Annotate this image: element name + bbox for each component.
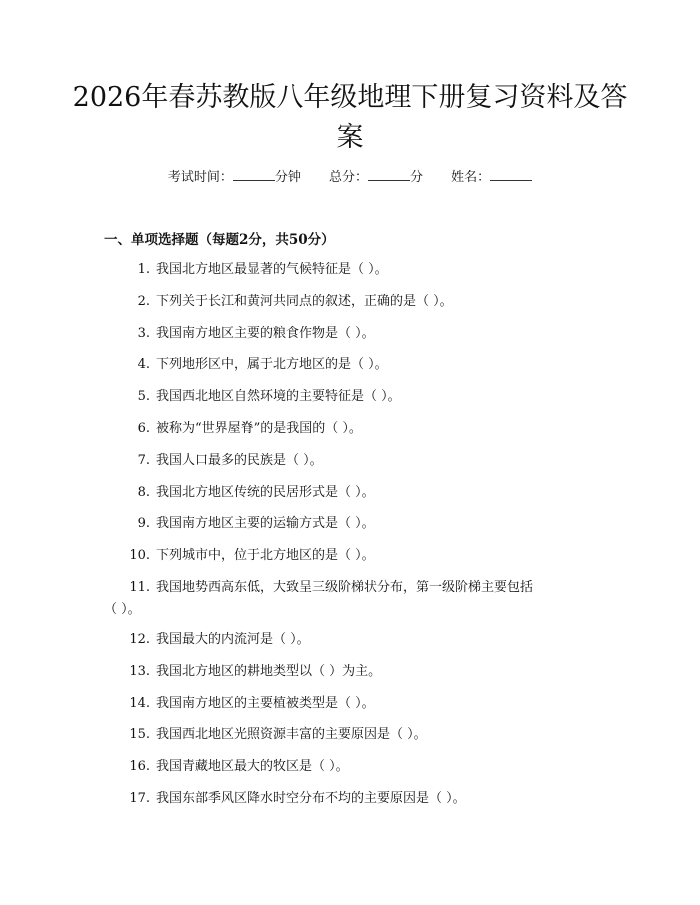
question-item — [104, 292, 564, 324]
question-number: 7. — [137, 452, 150, 468]
question-text: 我国北方地区最显著的气候特征是（ ）。 — [156, 262, 388, 277]
question-text: 我国北方地区传统的民居形式是（ ）。 — [156, 484, 375, 500]
question-item — [104, 483, 564, 515]
total-score-blank[interactable] — [368, 168, 410, 181]
question-number: 17. — [129, 790, 150, 806]
question-text: 我国东部季风区降水时空分布不均的主要原因是（ ）。 — [156, 790, 466, 806]
question-number: 8. — [137, 484, 150, 500]
total-score-label: 总分： — [328, 170, 368, 185]
question-item — [104, 419, 564, 451]
question-number: 15. — [129, 727, 150, 743]
exam-time-label: 考试时间： — [167, 170, 233, 185]
question-item — [104, 789, 564, 821]
student-name-field — [451, 170, 532, 185]
question-item — [104, 757, 564, 789]
question-number: 11. — [129, 579, 150, 595]
question-item — [104, 630, 564, 662]
question-number: 5. — [137, 389, 150, 405]
exam-meta-line — [0, 168, 700, 188]
question-item — [104, 662, 564, 694]
question-text: 下列关于长江和黄河共同点的叙述，正确的是（ ）。 — [156, 293, 453, 309]
question-text: 我国人口最多的民族是（ ）。 — [156, 452, 323, 468]
student-name-blank[interactable] — [490, 168, 532, 181]
total-score-field — [329, 170, 427, 185]
exam-time-unit: 分钟 — [274, 170, 301, 185]
question-text: 我国西北地区自然环境的主要特征是（ ）。 — [156, 389, 401, 405]
question-text: 我国地势西高东低，大致呈三级阶梯状分布，第一级阶梯主要包括 — [156, 579, 534, 595]
question-text: 被称为“世界屋脊”的是我国的（ ）。 — [156, 420, 362, 436]
question-list — [104, 260, 564, 821]
question-item — [104, 514, 564, 546]
question-item — [104, 725, 564, 757]
section-heading-single-choice: 一、单项选择题（每题2分，共50分） — [104, 232, 335, 248]
question-item — [104, 451, 564, 483]
question-item — [104, 260, 564, 292]
question-text: 下列城市中，位于北方地区的是（ ）。 — [156, 548, 375, 564]
question-text: 我国青藏地区最大的牧区是（ ）。 — [156, 759, 349, 775]
question-number: 14. — [129, 695, 150, 711]
question-text: 我国南方地区的主要植被类型是（ ）。 — [156, 695, 375, 711]
question-number: 6. — [137, 420, 150, 436]
question-number: 12. — [129, 631, 150, 647]
question-text: 我国南方地区主要的粮食作物是（ ）。 — [156, 325, 375, 341]
question-item — [104, 578, 564, 630]
question-text: 我国南方地区主要的运输方式是（ ）。 — [156, 516, 375, 532]
question-item — [104, 324, 564, 356]
exam-time-field — [168, 170, 305, 185]
question-number: 4. — [137, 357, 150, 373]
question-text: 我国最大的内流河是（ ）。 — [156, 631, 310, 647]
question-number: 3. — [137, 325, 150, 341]
question-number: 16. — [129, 759, 150, 775]
total-score-unit: 分 — [410, 170, 424, 185]
question-text-continuation: （ ）。 — [104, 601, 141, 617]
question-item — [104, 387, 564, 419]
exam-time-blank[interactable] — [233, 168, 275, 181]
question-number: 9. — [137, 516, 150, 532]
question-item — [104, 694, 564, 726]
question-number: 2. — [137, 293, 150, 309]
question-item — [104, 355, 564, 387]
question-text: 我国西北地区光照资源丰富的主要原因是（ ）。 — [156, 727, 427, 743]
question-number: 13. — [129, 663, 150, 679]
question-number: 1. — [137, 262, 150, 277]
question-item — [104, 546, 564, 578]
question-text: 我国北方地区的耕地类型以（ ）为主。 — [156, 663, 382, 679]
student-name-label: 姓名： — [451, 170, 491, 185]
question-text: 下列地形区中，属于北方地区的是（ ）。 — [156, 357, 388, 373]
document-title: 2026年春苏教版八年级地理下册复习资料及答案 — [72, 82, 628, 153]
question-number: 10. — [129, 548, 150, 564]
